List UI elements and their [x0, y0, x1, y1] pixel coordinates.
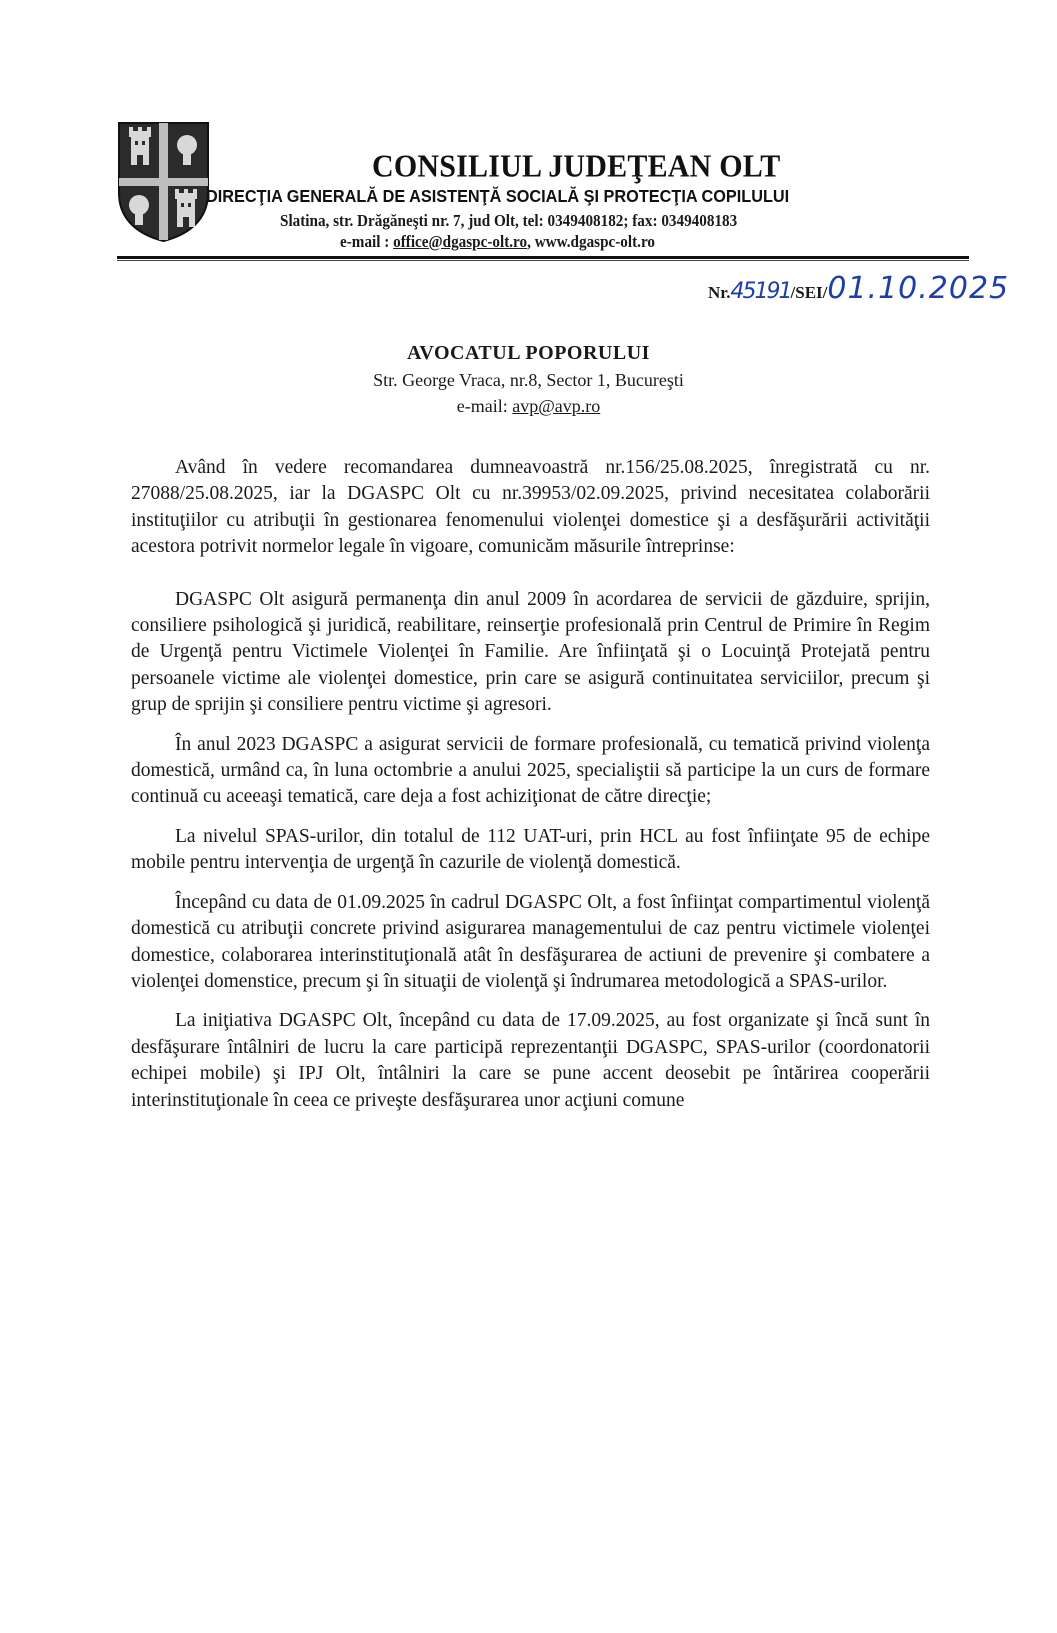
- issuer-title: CONSILIUL JUDEŢEAN OLT: [372, 149, 781, 184]
- recipient-address: Str. George Vraca, nr.8, Sector 1, Bucureşti: [373, 370, 684, 390]
- recipient-email-link[interactable]: avp@avp.ro: [512, 396, 601, 416]
- recipient-name: AVOCATUL POPORULUI: [407, 342, 650, 364]
- header-divider-thin: [117, 260, 969, 261]
- paragraph-intro: Având în vedere recomandarea dumneavoastră nr.156/25.08.2025, înregistrată cu nr. 27088/25.08.2025, iar la DGASPC Olt cu nr.39953/02.09.2025, privind necesitatea colaborării instituţiilor cu atribuţii în gestionarea fenomenului violenţei domestice şi a desfăşurării activităţii acestora potrivit normelor legale în vigoare, comunicăm măsurile întreprinse:: [131, 457, 930, 558]
- recipient-contact: [0, 396, 1057, 417]
- registration-code: /SEI/: [790, 283, 828, 302]
- issuer-website-link[interactable]: www.dgaspc-olt.ro: [534, 232, 656, 251]
- paragraph-department: Începând cu data de 01.09.2025 în cadrul DGASPC Olt, a fost înfiinţat compartimentul violenţă domestică cu atribuţii concrete privind asigurarea managementului de caz pentru victimele violenţei domestice, colaborarea interinstituţională atât în desfăşurarea de actiuni de prevenire şi combatere a violenţei domenstice, precum şi în situaţii de violenţă şi îndrumarea metodologică a SPAS-urilor.: [131, 891, 930, 992]
- letter-body: [131, 455, 930, 1127]
- issuer-address: Slatina, str. Drăgăneşti nr. 7, jud Olt, tel: 0349408182; fax: 0349408183: [280, 211, 738, 230]
- issuer-directorate: DIRECŢIA GENERALĂ DE ASISTENŢĂ SOCIALĂ ŞI PROTECŢIA COPILULUI: [206, 186, 790, 206]
- issuer-email-label: e-mail :: [340, 232, 394, 251]
- registration-date-handwritten: 01.10.2025: [827, 271, 1010, 306]
- paragraph-mobile-teams: La nivelul SPAS-urilor, din totalul de 112 UAT-uri, prin HCL au fost înfiinţate 95 de echipe mobile pentru intervenţia de urgenţă în cazurile de violenţă domestică.: [131, 825, 930, 874]
- paragraph-services: DGASPC Olt asigură permanenţa din anul 2009 în acordarea de servicii de găzduire, sprijin, consiliere psihologică şi juridică, reabilitare, reinserţie profesională prin Centrul de Primire în Regim de Urgenţă pentru Victimele Violenţei în Familie. Are înfiinţată şi o Locuinţă Protejată pentru persoanele victime ale violenţei domestice, prin care se asigură continuitatea serviciilor, precum şi grup de sprijin şi consiliere pentru victime şi agresori.: [131, 588, 930, 716]
- recipient-email-label: e-mail:: [456, 396, 513, 416]
- issuer-contact: [340, 232, 655, 252]
- header-divider-thick: [117, 256, 969, 259]
- registration-prefix: Nr.: [708, 283, 731, 302]
- paragraph-meetings: La iniţiativa DGASPC Olt, începând cu data de 17.09.2025, au fost organizate şi încă sunt în desfăşurare întâlniri de lucru la care participă reprezentanţii DGASPC, SPAS-urilor (coordonatorii echipei mobile) şi IPJ Olt, întâlniri la care se pune accent deosebit pe întărirea cooperării interinstituţionale în ceea ce priveşte desfăşurarea unor acţiuni comune: [131, 1010, 930, 1111]
- registration-number-handwritten: 45191: [730, 279, 791, 304]
- issuer-website-separator: ,: [527, 232, 535, 251]
- paragraph-training: În anul 2023 DGASPC a asigurat servicii de formare profesională, cu tematică privind violenţa domestică, urmând ca, în luna octombrie a anului 2025, specialiştii să participe la un curs de formare continuă cu aceeaşi tematică, care deja a fost achiziţionat de către direcţie;: [131, 733, 930, 808]
- issuer-email-link[interactable]: office@dgaspc-olt.ro: [393, 232, 528, 251]
- registration-number: [708, 271, 1009, 306]
- county-coat-of-arms-icon: [117, 121, 210, 243]
